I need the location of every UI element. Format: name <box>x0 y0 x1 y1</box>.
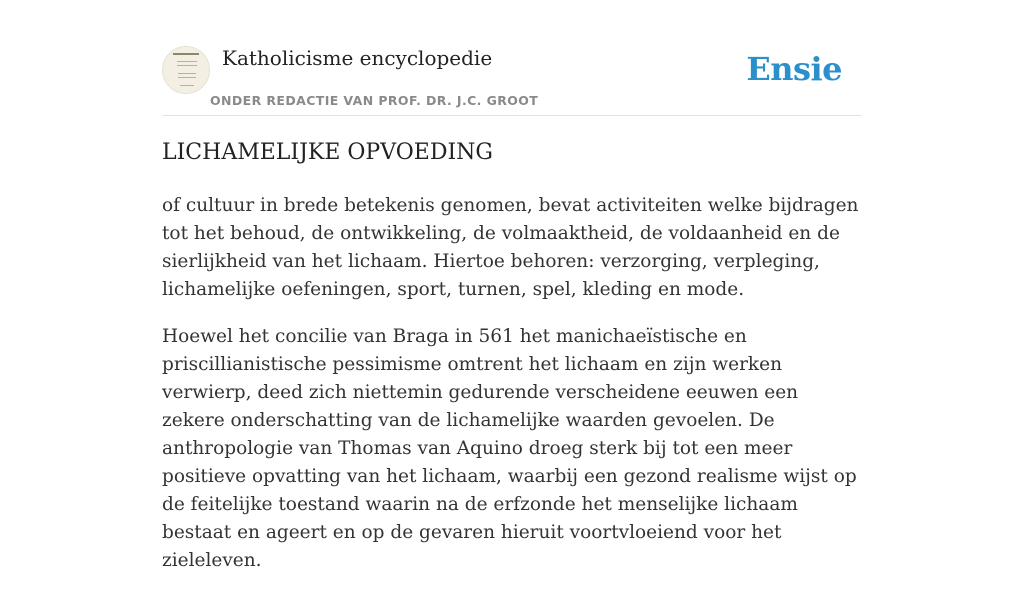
article-body <box>162 192 862 594</box>
editor-credit: ONDER REDACTIE VAN PROF. DR. J.C. GROOT <box>210 93 539 108</box>
article-paragraph: of cultuur in brede betekenis genomen, bevat activiteiten welke bijdragen tot het behoud, de ontwikkeling, de volmaaktheid, de voldaanheid en de sierlijkheid van het lichaam. Hiertoe behoren: verzorging, verpleging, lichamelijke oefeningen, sport, turnen, spel, kleding en mode. <box>162 195 859 300</box>
article-title: LICHAMELIJKE OPVOEDING <box>162 140 493 165</box>
site-header <box>162 40 862 116</box>
encyclopedia-name[interactable]: Katholicisme encyclopedie <box>222 46 493 70</box>
cover-title-decoration <box>173 53 199 55</box>
ensie-logo[interactable]: Ensie <box>746 50 842 88</box>
article-paragraph: Hoewel het concilie van Braga in 561 het manichaeïstische en priscillianistische pessimisme omtrent het lichaam en zijn werken verwierp, deed zich niettemin gedurende verscheidene eeuwen een zekere onderschatting van de lichamelijke waarden gevoelen. De anthropologie van Thomas van Aquino droeg sterk bij tot een meer positieve opvatting van het lichaam, waarbij een gezond realisme wijst op de feitelijke toestand waarin na de erfzonde het menselijke lichaam bestaat en ageert en op de gevaren hieruit voortvloeiend voor het zieleleven. <box>162 326 857 571</box>
book-cover-thumbnail[interactable] <box>162 46 210 94</box>
